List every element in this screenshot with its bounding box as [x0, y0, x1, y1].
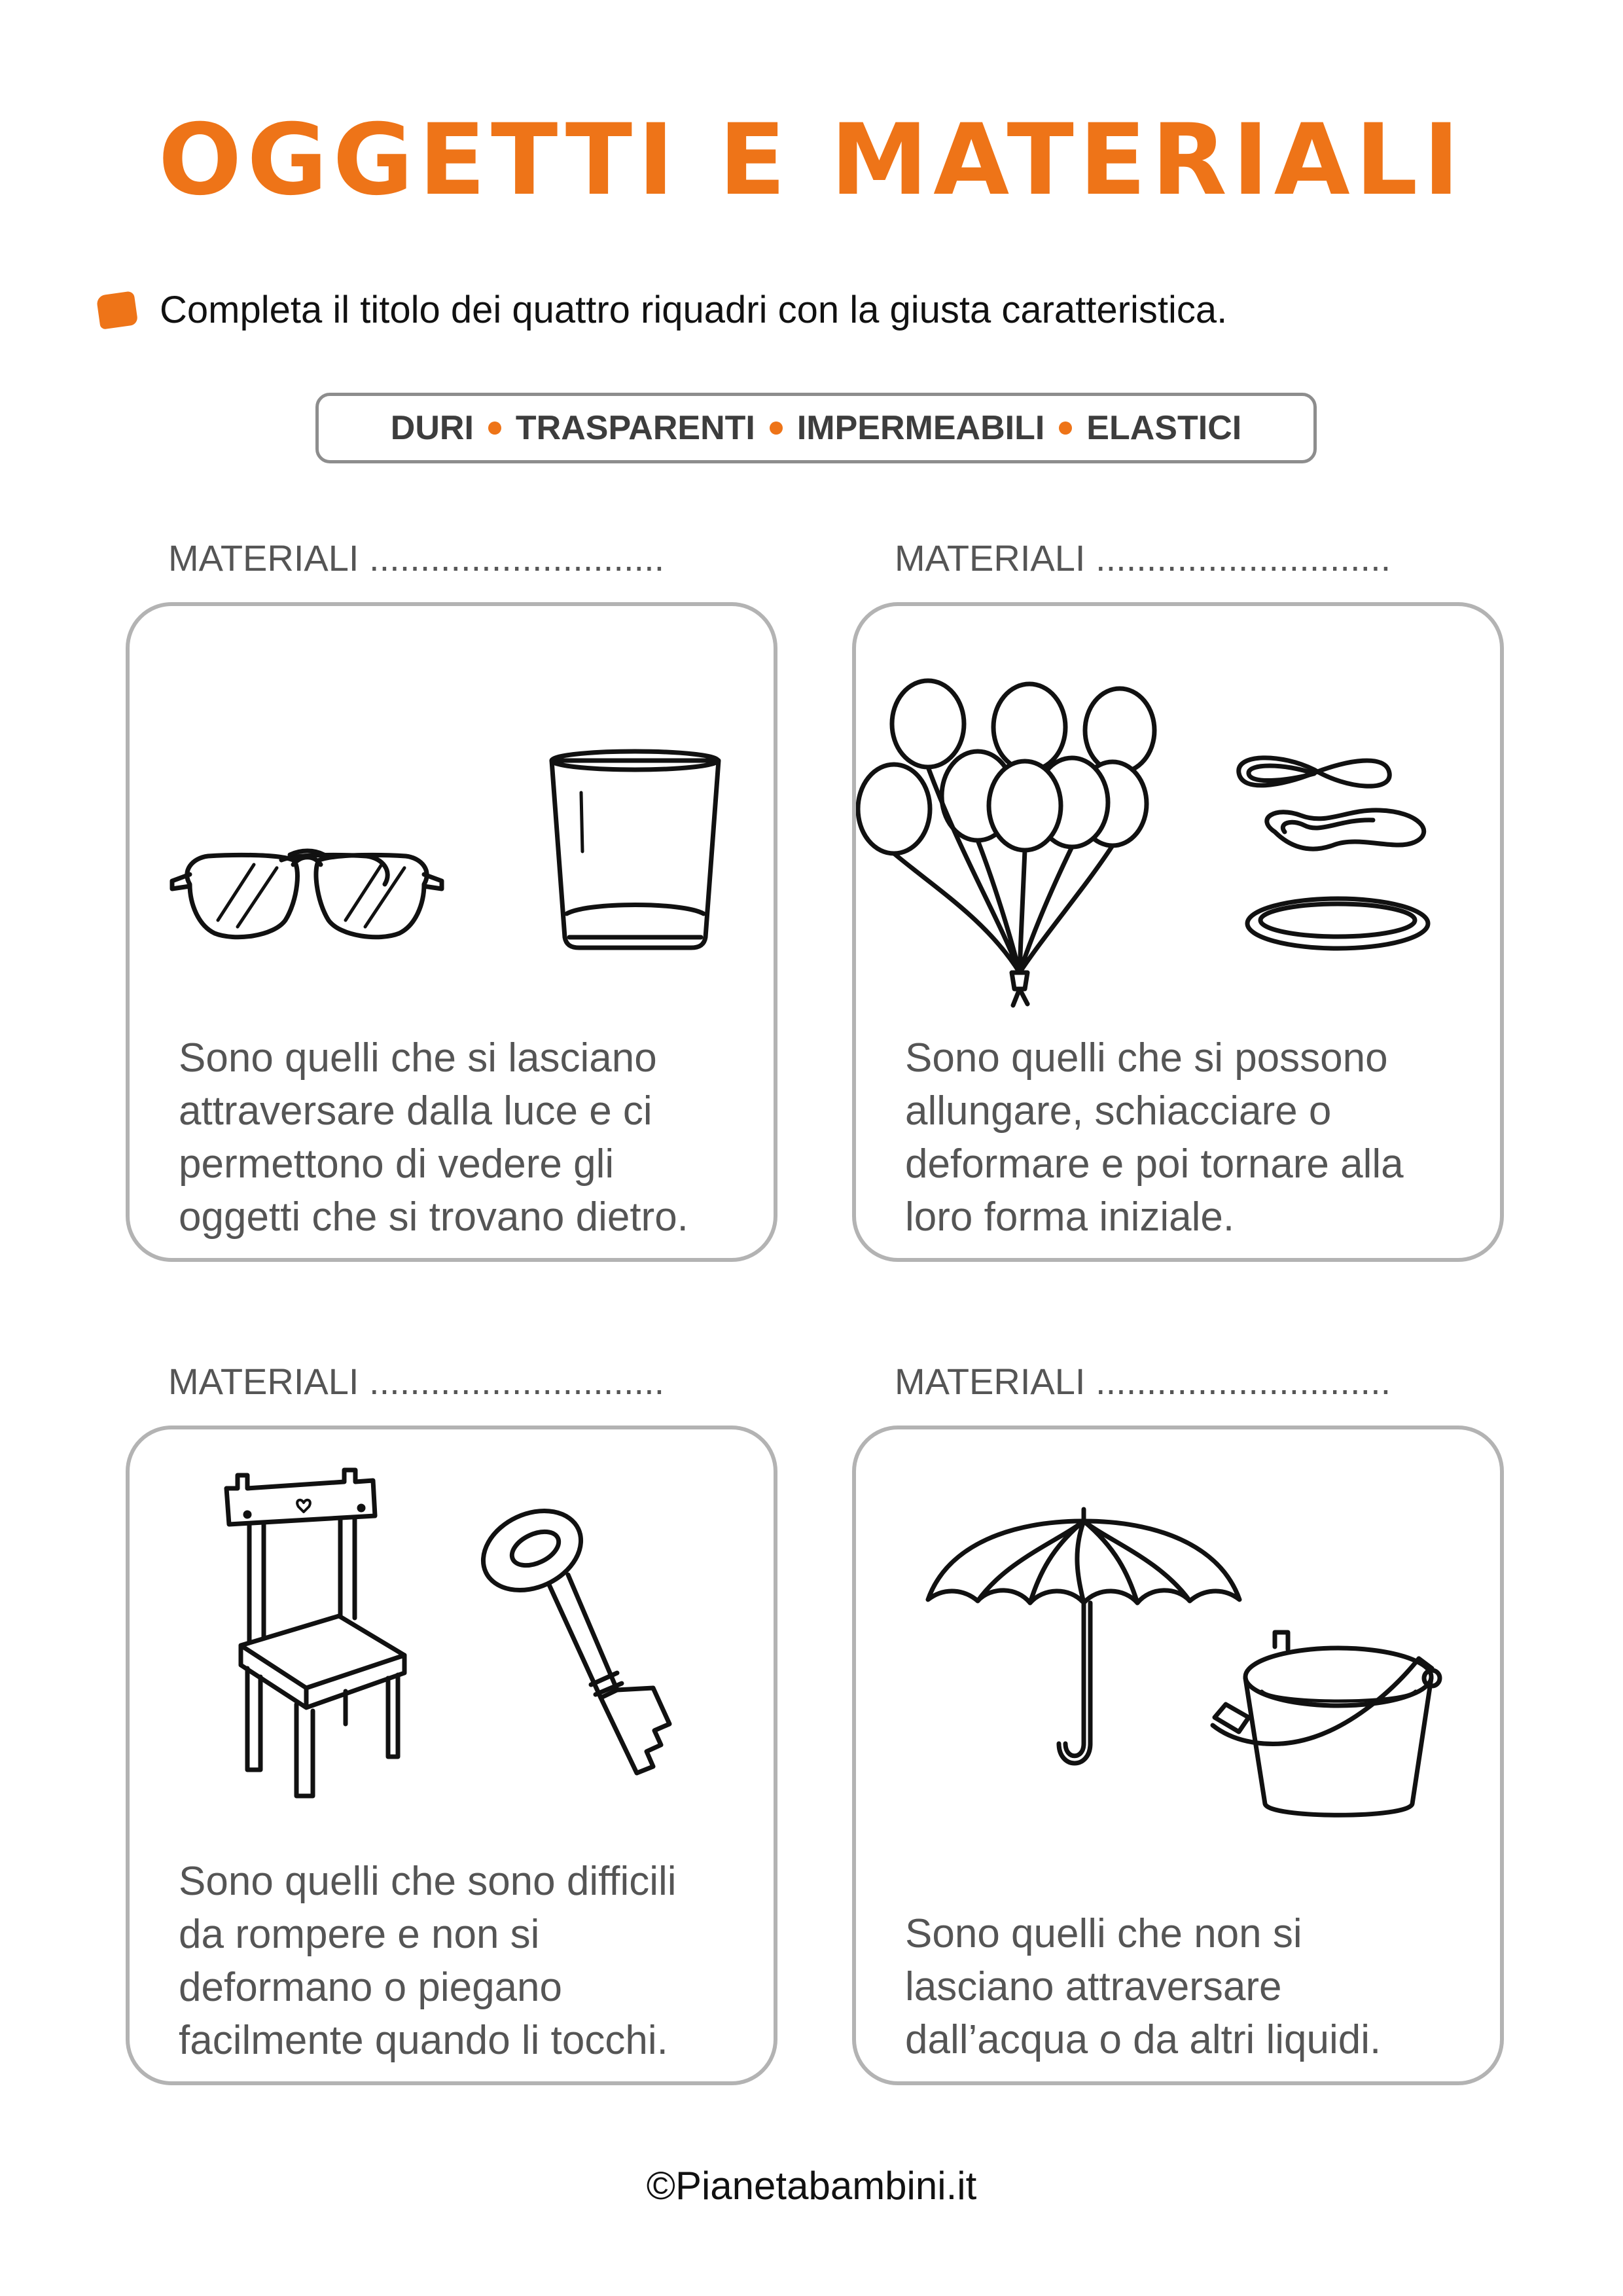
- glass-icon: [552, 751, 719, 948]
- card-elastic: [852, 602, 1504, 1262]
- word-bank-item: TRASPARENTI: [515, 409, 755, 447]
- card-description: Sono quelli che non si lasciano attraversare dall’acqua o da altri liquidi.: [905, 1911, 1382, 2062]
- word-bank-item: ELASTICI: [1086, 409, 1242, 447]
- word-bank-item: DURI: [390, 409, 474, 447]
- separator-dot: [488, 422, 501, 435]
- instruction: [98, 291, 1227, 329]
- sunglasses-icon: [172, 851, 442, 937]
- separator-dot: [1059, 422, 1072, 435]
- card-title-blank[interactable]: MATERIALI .............................: [895, 1361, 1391, 1402]
- word-bank: [315, 393, 1317, 463]
- separator-dot: [770, 422, 783, 435]
- card-hard: [126, 1426, 777, 2085]
- rubber-bands-icon: [1239, 758, 1428, 948]
- page-title: OGGETTI E MATERIALI: [158, 103, 1465, 217]
- balloons-icon: [858, 681, 1154, 1005]
- card-title-blank[interactable]: MATERIALI .............................: [168, 537, 665, 579]
- chair-icon: [226, 1470, 404, 1796]
- bucket-icon: [1213, 1632, 1440, 1815]
- card-description: Sono quelli che sono difficili da rompere e non si deformano o piegano facilmente quando li tocchi.: [179, 1859, 677, 2063]
- card-description: Sono quelli che si lasciano attraversare dalla luce e ci permettono di vedere gli oggetti che si trovano dietro.: [179, 1035, 688, 1240]
- key-icon: [471, 1496, 669, 1773]
- card-title-blank[interactable]: MATERIALI .............................: [895, 537, 1391, 579]
- card-description: Sono quelli che si possono allungare, schiacciare o deformare e poi tornare alla loro forma iniziale.: [905, 1035, 1404, 1240]
- umbrella-icon: [928, 1509, 1240, 1763]
- card-title-blank[interactable]: MATERIALI .............................: [168, 1361, 665, 1402]
- footer-credit: ©Pianetabambini.it: [646, 2164, 977, 2208]
- card-transparent: [126, 602, 777, 1262]
- bullet-icon: [96, 291, 139, 330]
- instruction-text: Completa il titolo dei quattro riquadri con la giusta caratteristica.: [160, 289, 1228, 331]
- card-waterproof: [852, 1426, 1504, 2085]
- word-bank-item: IMPERMEABILI: [796, 409, 1045, 447]
